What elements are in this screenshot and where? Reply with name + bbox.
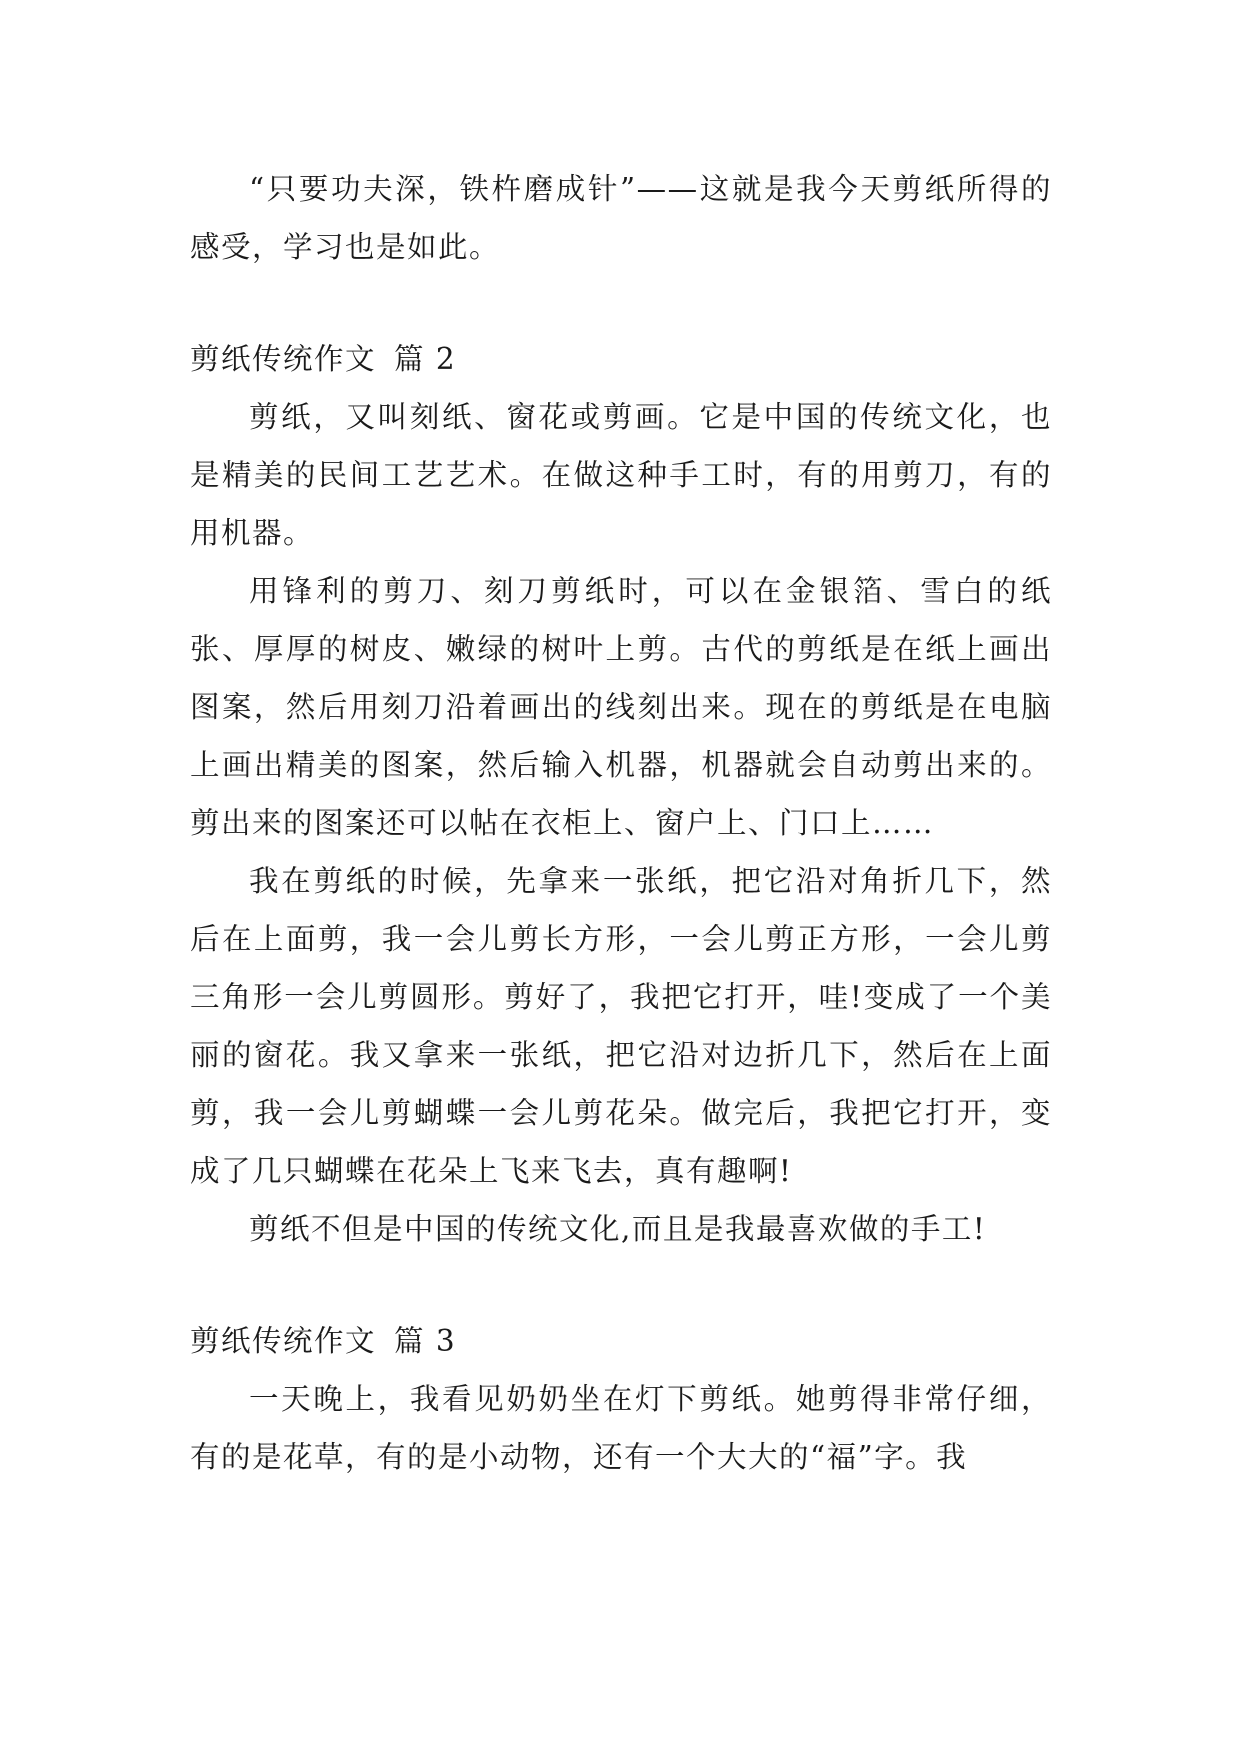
section-title: 剪纸传统作文	[190, 342, 377, 376]
paragraph: “只要功夫深，铁杵磨成针”——这就是我今天剪纸所得的感受，学习也是如此。	[190, 172, 1052, 264]
section-title: 剪纸传统作文	[190, 1324, 377, 1358]
section-number: 篇 3	[394, 1324, 457, 1358]
paragraph: 用锋利的剪刀、刻刀剪纸时，可以在金银箔、雪白的纸张、厚厚的树皮、嫩绿的树叶上剪。古代的剪纸是在纸上画出图案，然后用刻刀沿着画出的线刻出来。现在的剪纸是在电脑上画出精美的图案，然后输入机器，机器就会自动剪出来的。剪出来的图案还可以帖在衣柜上、窗户上、门口上……	[190, 574, 1052, 840]
section-heading	[190, 330, 1052, 388]
paragraph: 剪纸，又叫刻纸、窗花或剪画。它是中国的传统文化，也是精美的民间工艺艺术。在做这种手工时，有的用剪刀，有的用机器。	[190, 400, 1052, 550]
section-heading	[190, 1312, 1052, 1370]
paragraph: 剪纸不但是中国的传统文化,而且是我最喜欢做的手工!	[249, 1212, 987, 1246]
section-number: 篇 2	[394, 342, 457, 376]
section-spacer	[190, 1258, 1052, 1312]
document-body	[190, 160, 1052, 1486]
paragraph: 我在剪纸的时候，先拿来一张纸，把它沿对角折几下，然后在上面剪，我一会儿剪长方形，一会儿剪正方形，一会儿剪三角形一会儿剪圆形。剪好了，我把它打开，哇!变成了一个美丽的窗花。我又拿来一张纸，把它沿对边折几下，然后在上面剪，我一会儿剪蝴蝶一会儿剪花朵。做完后，我把它打开，变成了几只蝴蝶在花朵上飞来飞去，真有趣啊!	[190, 864, 1052, 1188]
paragraph: 一天晚上，我看见奶奶坐在灯下剪纸。她剪得非常仔细，有的是花草，有的是小动物，还有一个大大的“福”字。我	[190, 1382, 1052, 1474]
section-spacer	[190, 276, 1052, 330]
